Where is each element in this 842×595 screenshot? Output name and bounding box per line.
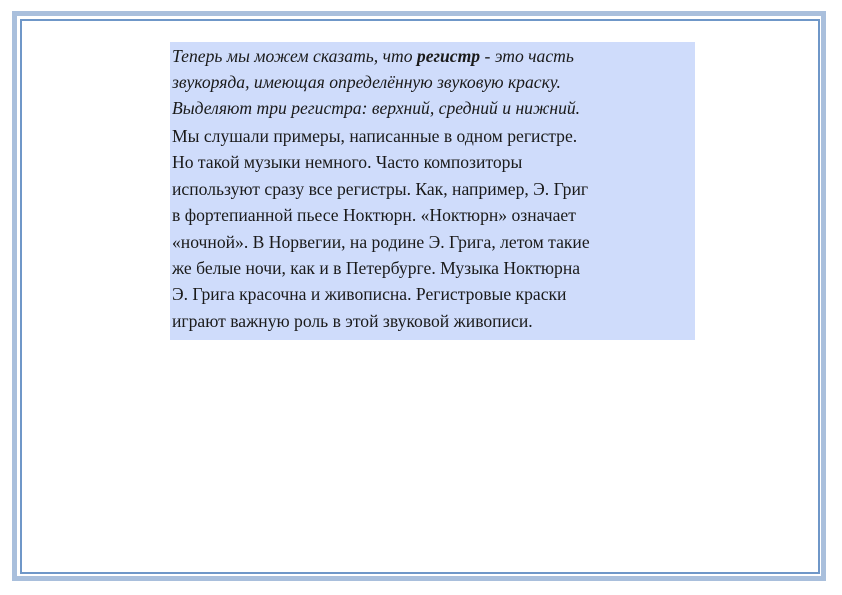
body-line: «ночной». В Норвегии, на родине Э. Грига, летом такие	[172, 231, 590, 252]
body-line: же белые ночи, как и в Петербурге. Музыка Ноктюрна	[172, 258, 581, 279]
intro-line: звукоряда, имеющая определённую звуковую краску.	[172, 72, 561, 92]
intro-line: Выделяют три регистра: верхний, средний и нижний.	[172, 98, 581, 118]
term-register: регистр	[416, 46, 481, 66]
intro-line: Теперь мы можем сказать, что регистр - это часть	[172, 46, 574, 66]
intro-paragraph	[172, 43, 693, 121]
body-line: в фортепианной пьесе Ноктюрн. «Ноктюрн» означает	[172, 205, 576, 226]
body-line: играют важную роль в этой звуковой живописи.	[172, 310, 533, 331]
body-paragraph	[172, 123, 693, 334]
highlighted-text-block	[170, 42, 695, 340]
body-line: Но такой музыки немного. Часто композиторы	[172, 152, 523, 173]
body-line: Мы слушали примеры, написанные в одном регистре.	[172, 126, 578, 146]
body-line: используют сразу все регистры. Как, например, Э. Григ	[172, 178, 589, 199]
body-line: Э. Грига красочна и живописна. Регистровые краски	[172, 284, 567, 305]
